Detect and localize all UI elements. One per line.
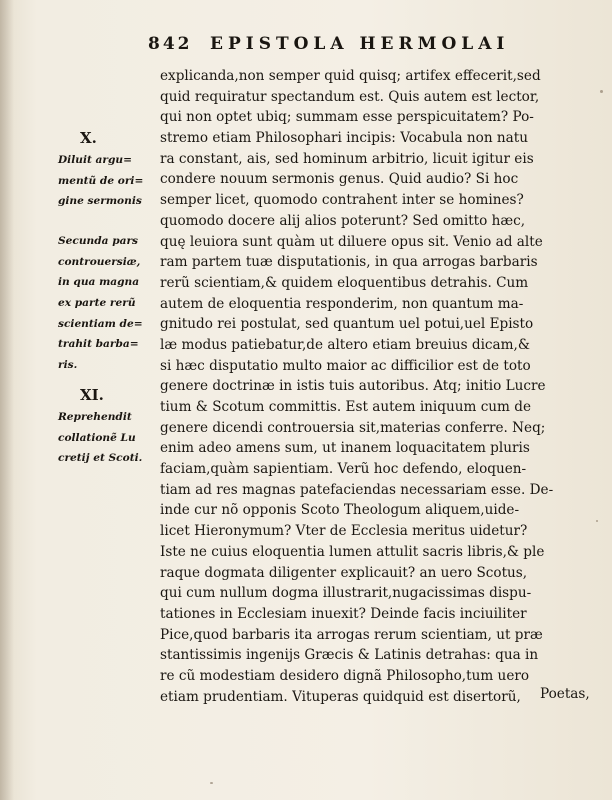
text-line: ra constant, ais, sed hominum arbitrio, licuit igitur eis — [160, 150, 534, 167]
margin-note-line: ris. — [58, 359, 78, 372]
text-line: quid requiratur spectandum est. Quis autem est lector, — [160, 88, 540, 105]
text-line: qui non optet ubiq; summam esse perspicuitatem? Po- — [160, 109, 534, 126]
text-line: stantissimis ingenijs Græcis & Latinis detrahas: qua in — [160, 647, 539, 664]
margin-numeral: X. — [80, 129, 97, 147]
text-line: genere doctrinæ in istis tuis autoribus. Atq; initio Lucre — [160, 378, 546, 395]
text-line: inde cur nõ opponis Scoto Theologum aliquem,uide- — [160, 502, 520, 519]
margin-note-secunda-pars — [58, 231, 154, 376]
margin-note-line: in qua magna — [58, 276, 140, 289]
text-line: re cũ modestiam desidero dignã Philosopho,tum uero — [160, 667, 530, 684]
text-line: semper licet, quomodo contrahent inter se homines? — [160, 192, 524, 209]
text-line: faciam,quàm sapientiam. Verũ hoc defendo, eloquen- — [160, 461, 527, 478]
text-line: explicanda,non semper quid quisq; artifex effecerit,sed — [160, 68, 541, 84]
catchword: Poetas, — [540, 686, 590, 702]
margin-note-line: Diluit argu= — [58, 154, 132, 166]
text-line: Pice,quod barbaris ita arrogas rerum scientiam, ut præ — [160, 626, 543, 643]
margin-note-line: cretij et Scoti. — [58, 452, 143, 465]
text-line: licet Hieronymum? Vter de Ecclesia meritus uidetur? — [160, 523, 528, 540]
running-title: EPISTOLA HERMOLAI — [210, 34, 510, 54]
margin-note-x — [58, 126, 154, 212]
text-line: gnitudo rei postulat, sed quantum uel potui,uel Episto — [160, 316, 534, 333]
text-line: condere nouum sermonis genus. Quid audio? Si hoc — [160, 171, 519, 188]
margin-note-line: trahit barba= — [58, 338, 139, 351]
text-line: autem de eloquentia responderim, non quantum ma- — [160, 295, 524, 312]
margin-note-line: collationẽ Lu — [58, 431, 136, 444]
margin-note-line: Reprehendit — [58, 411, 132, 423]
margin-note-line: scientiam de= — [58, 317, 143, 330]
text-line: ram partem tuæ disputationis, in qua arrogas barbaris — [160, 254, 538, 271]
paper-speck — [600, 90, 603, 93]
text-line: genere dicendi controuersia sit,materias conferre. Neq; — [160, 419, 546, 436]
text-line: læ modus patiebatur,de altero etiam breuius dicam,& — [160, 336, 530, 353]
margin-note-line: gine sermonis — [58, 195, 142, 208]
margin-note-line: mentũ de ori= — [58, 174, 144, 187]
text-line: tationes in Ecclesiam inuexit? Deinde facis inciuiliter — [160, 605, 527, 622]
text-line: stremo etiam Philosophari incipis: Vocabula non natu — [160, 130, 528, 147]
paper-speck — [596, 520, 598, 522]
text-line: etiam prudentiam. Vituperas quidquid est disertorũ, — [160, 688, 521, 705]
text-line: si hæc disputatio multo maior ac difficilior est de toto — [160, 357, 531, 374]
spine-shadow — [0, 0, 14, 800]
page-header — [148, 34, 598, 58]
text-line: rerũ scientiam,& quidem eloquentibus detrahis. Cum — [160, 274, 529, 291]
margin-note-line: controuersiæ, — [58, 255, 141, 268]
text-line: Iste ne cuius eloquentia lumen attulit sacris libris,& ple — [160, 543, 545, 560]
text-line: tiam ad res magnas patefaciendas necessariam esse. De- — [160, 481, 554, 498]
text-line: enim adeo amens sum, ut inanem loquacitatem pluris — [160, 440, 530, 457]
paper-speck — [210, 782, 213, 784]
margin-note-line: ex parte rerũ — [58, 297, 136, 310]
page-number: 842 — [148, 34, 193, 54]
text-line: quę leuiora sunt quàm ut diluere opus sit. Venio ad alte — [160, 233, 543, 250]
margin-numeral: XI. — [80, 386, 104, 404]
body-text — [160, 66, 592, 707]
text-line: quomodo docere alij alios poterunt? Sed omitto hæc, — [160, 212, 526, 229]
text-line: tium & Scotum committis. Est autem iniquum cum de — [160, 399, 532, 415]
text-line: qui cum nullum dogma illustrarit,nugacissimas dispu- — [160, 585, 532, 602]
margin-note-xi — [58, 383, 154, 469]
text-line: raque dogmata diligenter explicauit? an uero Scotus, — [160, 564, 528, 581]
margin-note-line: Secunda pars — [58, 235, 139, 247]
